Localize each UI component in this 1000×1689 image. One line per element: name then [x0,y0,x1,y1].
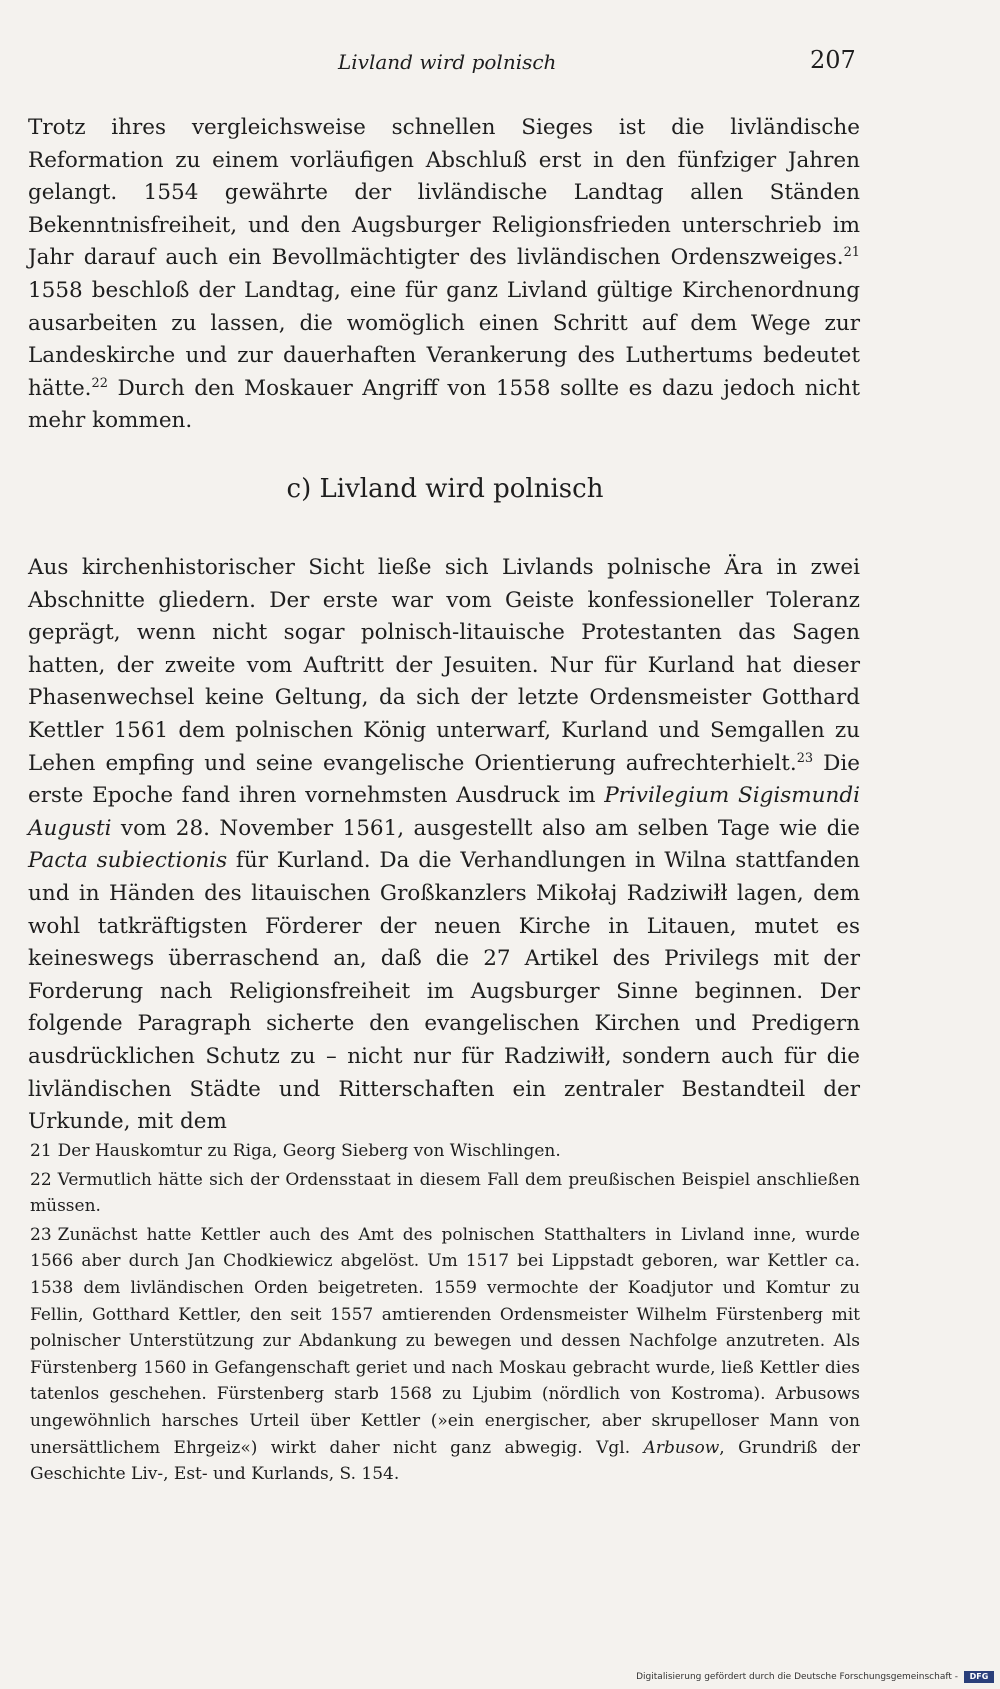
paragraph-text: Die erste Epoche fand ihren vornehmsten Ausdruck im [28,750,860,809]
italic-title: Pacta subiectionis [28,848,228,874]
footnote-text: , Grundriß der Geschichte Liv-, Est- und Kurlands, S. 154. [30,1437,861,1485]
footnote-23 [30,1222,860,1488]
footnote-21 [30,1138,860,1165]
paragraph-text: Aus kirchenhistorischer Sicht ließe sich Livlands polnische Ära in zwei Abschnitte gliedern. Der erste war vom Geiste konfessioneller Toleranz geprägt, wenn nicht sogar polnisch-litauische Protestanten das Sagen hatten, der zweite vom Auftritt der Jesuiten. Nur für Kurland hat dieser Phasenwechsel keine Geltung, da sich der letzte Ordensmeister Gotthard Kettler 1561 dem polnischen König unterwarf, Kurland und Semgallen zu Lehen empfing und seine evangelische Orientierung aufrechterhielt. [28,555,860,776]
footnote-ref-23[interactable]: 23 [796,750,814,766]
page-number: 207 [810,46,856,74]
paragraph-text: 1558 beschloß der Landtag, eine für ganz Livland gültige Kirchenordnung ausarbeiten zu lassen, die womöglich einen Schritt auf dem Wege zur Landeskirche und zur dauerhaften Verankerung des Luthertums bedeutet hätte. [28,277,860,401]
paragraph-text: vom 28. November 1561, ausgestellt also am selben Tage wie die [111,815,860,841]
body-paragraph-1 [28,112,860,438]
paragraph-text: Trotz ihres vergleichsweise schnellen Sieges ist die livländische Reformation zu einem vorläufigen Abschluß erst in den fünfziger Jahren gelangt. 1554 gewährte der livländische Landtag allen Ständen Bekenntnisfreiheit, und den Augsburger Religionsfrieden unterschrieb im Jahr darauf auch ein Bevollmächtigter des livländischen Ordenszweiges. [28,115,860,271]
footnote-22 [30,1167,860,1220]
footnotes [30,1138,860,1490]
digitization-credit: Digitalisierung gefördert durch die Deutsche Forschungsgemeinschaft - [636,1672,958,1682]
body-paragraph-2 [28,552,860,1139]
paragraph-text: für Kurland. Da die Verhandlungen in Wilna stattfanden und in Händen des litauischen Großkanzlers Mikołaj Radziwiłł lagen, dem wohl tatkräftigsten Förderer der neuen Kirche in Litauen, mutet es keineswegs überraschend an, daß die 27 Artikel des Privilegs mit der Forderung nach Religionsfreiheit im Augsburger Sinne beginnen. Der folgende Paragraph sicherte den evangelischen Kirchen und Predigern ausdrücklichen Schutz zu – nicht nur für Radziwiłł, sondern auch für die livländischen Städte und Ritterschaften ein zentraler Bestandteil der Urkunde, mit dem [28,848,860,1135]
footnote-text: Der Hauskomtur zu Riga, Georg Sieberg von Wischlingen. [57,1141,561,1161]
italic-title: Privilegium Sigismundi Augusti [28,783,860,841]
paragraph-text: Durch den Moskauer Angriff von 1558 sollte es dazu jedoch nicht mehr kommen. [28,375,860,434]
running-header [0,46,1000,86]
footnote-ref-22[interactable]: 22 [91,375,108,391]
footnote-text: Zunächst hatte Kettler auch des Amt des polnischen Statthalters in Livland inne, wurde 1566 aber durch Jan Chodkiewicz abgelöst. Um 1517 bei Lippstadt geboren, war Kettler ca. 1538 dem livländischen Orden beigetreten. 1559 vermochte der Koadjutor und Komtur zu Fellin, Gotthard Kettler, den seit 1557 amtierenden Ordensmeister Wilhelm Fürstenberg mit polnischer Unterstützung zur Abdankung zu bewegen und dessen Nachfolge anzutreten. Als Fürstenberg 1560 in Gefangenschaft geriet und nach Moskau gebracht wurde, ließ Kettler dies tatenlos geschehen. Fürstenberg starb 1568 zu Ljubim (nördlich von Kostroma). Arbusows ungewöhnlich harsches Urteil über Kettler (»ein energischer, aber skrupelloser Mann von unersättlichem Ehrgeiz«) wirkt daher nicht ganz abwegig. Vgl. [30,1224,860,1458]
footnote-number: 21 [30,1141,52,1161]
running-title: Livland wird polnisch [338,50,557,74]
footnote-text: Vermutlich hätte sich der Ordensstaat in diesem Fall dem preußischen Beispiel anschließen müssen. [30,1169,860,1217]
footnote-number: 23 [30,1224,52,1245]
dfg-logo: DFG [964,1671,994,1683]
footnote-ref-21[interactable]: 21 [843,245,860,261]
section-heading: c) Livland wird polnisch [286,474,604,504]
footnote-number: 22 [30,1169,52,1190]
author-name: Arbusow [643,1437,720,1458]
